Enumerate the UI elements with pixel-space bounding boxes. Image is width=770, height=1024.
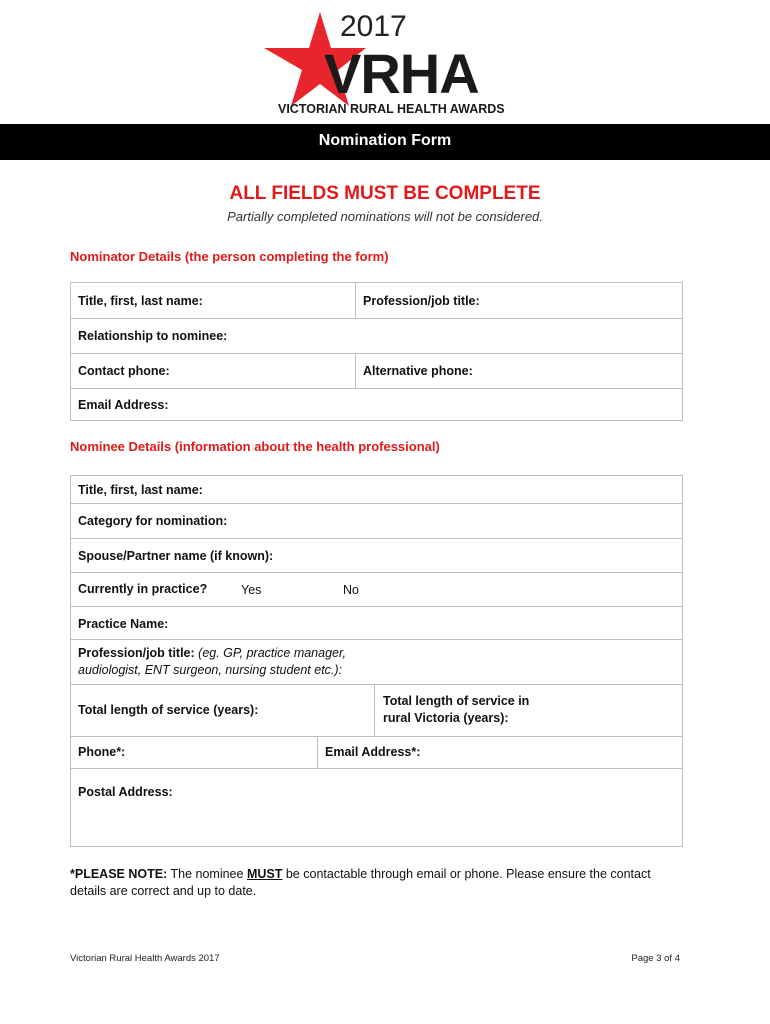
service-total-label: Total length of service (years): bbox=[78, 703, 259, 717]
required-heading: ALL FIELDS MUST BE COMPLETE bbox=[229, 183, 541, 204]
nominator-table bbox=[70, 282, 683, 421]
nominee-name-label: Title, first, last name: bbox=[78, 483, 203, 497]
service-total-field[interactable] bbox=[71, 685, 374, 736]
note-text-b: be contactable through email or phone. Please ensure the contact details are correct and up to date. bbox=[70, 867, 651, 898]
service-rural-label-1: Total length of service in bbox=[383, 694, 530, 708]
nominee-category-label: Category for nomination: bbox=[78, 514, 228, 528]
footer-title: Victorian Rural Health Awards 2017 bbox=[70, 953, 220, 964]
nominator-email-label: Email Address: bbox=[78, 398, 169, 412]
in-practice-yes-option[interactable]: Yes bbox=[241, 583, 262, 597]
nominator-contact-phone-field[interactable] bbox=[71, 354, 355, 388]
vrha-logo bbox=[258, 8, 518, 120]
nominee-spouse-field[interactable] bbox=[71, 539, 682, 573]
nominee-practice-status-row bbox=[71, 573, 682, 607]
nominee-email-label: Email Address*: bbox=[325, 745, 421, 759]
nominator-alt-phone-field[interactable] bbox=[355, 354, 682, 388]
practice-name-label: Practice Name: bbox=[78, 617, 169, 631]
nominee-practice-name-field[interactable] bbox=[71, 607, 682, 640]
form-title: Nomination Form bbox=[318, 132, 452, 149]
in-practice-no-option[interactable]: No bbox=[343, 583, 359, 597]
nominator-name-field[interactable] bbox=[71, 283, 355, 318]
nominee-section-title: Nominee Details (information about the health professional) bbox=[70, 439, 440, 454]
nominee-profession-field[interactable] bbox=[71, 640, 682, 685]
note-text-a: The nominee bbox=[170, 867, 244, 881]
nominator-section-title: Nominator Details (the person completing the form) bbox=[70, 249, 389, 264]
contact-note bbox=[70, 866, 680, 900]
nominee-name-field[interactable] bbox=[71, 476, 682, 504]
title-banner bbox=[0, 124, 770, 160]
logo-wordmark: VRHA bbox=[324, 42, 479, 105]
service-rural-field[interactable] bbox=[374, 685, 682, 736]
postal-address-label: Postal Address: bbox=[78, 785, 173, 799]
nominee-category-field[interactable] bbox=[71, 504, 682, 539]
note-must: MUST bbox=[246, 867, 283, 881]
logo-year: 2017 bbox=[340, 10, 407, 43]
nominator-row-name bbox=[71, 283, 682, 319]
nominee-postal-field[interactable] bbox=[71, 769, 682, 847]
in-practice-label: Currently in practice? bbox=[78, 582, 208, 596]
nominator-contact-phone-label: Contact phone: bbox=[78, 364, 170, 378]
nominator-relationship-label: Relationship to nominee: bbox=[78, 329, 228, 343]
nominee-table bbox=[70, 475, 683, 847]
nominator-email-field[interactable] bbox=[71, 389, 682, 421]
note-lead: *PLEASE NOTE: bbox=[70, 867, 168, 881]
nominator-alt-phone-label: Alternative phone: bbox=[363, 364, 473, 378]
nominee-phone-label: Phone*: bbox=[78, 745, 126, 759]
nominator-profession-field[interactable] bbox=[355, 283, 682, 318]
nominator-row-phones bbox=[71, 354, 682, 389]
nominee-service-row bbox=[71, 685, 682, 737]
service-rural-label-2: rural Victoria (years): bbox=[383, 711, 509, 725]
nominee-spouse-label: Spouse/Partner name (if known): bbox=[78, 549, 274, 563]
nominee-phone-field[interactable] bbox=[71, 737, 317, 768]
nominee-profession-hint-2: audiologist, ENT surgeon, nursing student etc.): bbox=[78, 663, 343, 677]
page-number: Page 3 of 4 bbox=[631, 953, 680, 964]
nominee-profession-label: Profession/job title: (eg. GP, practice manager, bbox=[78, 646, 346, 660]
nominator-profession-label: Profession/job title: bbox=[363, 294, 480, 308]
nominee-contact-row bbox=[71, 737, 682, 769]
nominee-profession-hint-1: (eg. GP, practice manager, bbox=[198, 646, 346, 660]
nominator-name-label: Title, first, last name: bbox=[78, 294, 203, 308]
required-subheading: Partially completed nominations will not be considered. bbox=[227, 209, 543, 224]
nominator-relationship-field[interactable] bbox=[71, 319, 682, 354]
logo-subtitle: VICTORIAN RURAL HEALTH AWARDS bbox=[278, 102, 505, 116]
nominee-email-field[interactable] bbox=[317, 737, 682, 768]
